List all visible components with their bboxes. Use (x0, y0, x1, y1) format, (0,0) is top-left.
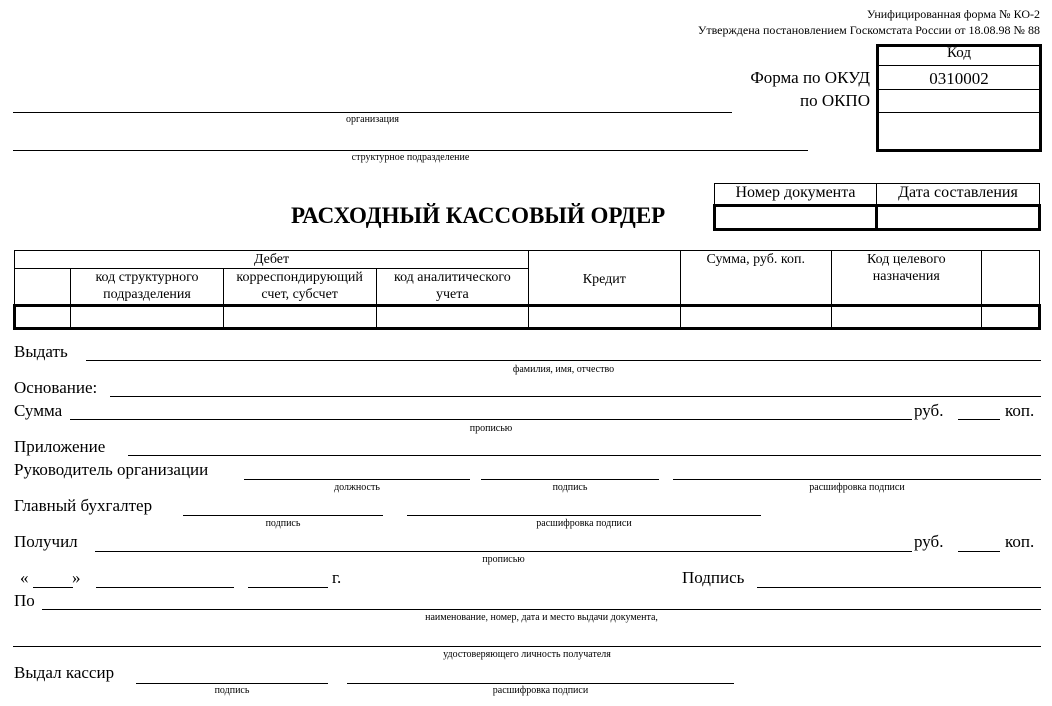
sum-line[interactable] (70, 419, 912, 420)
table-cell[interactable] (71, 306, 223, 329)
department-caption: структурное подразделение (351, 152, 470, 163)
organization-line[interactable] (13, 112, 732, 113)
table-cell[interactable] (529, 306, 680, 329)
okpo-label: по ОКПО (799, 91, 870, 110)
head-position-caption: должность (334, 482, 380, 493)
sum-header: Сумма, руб. коп. (680, 251, 831, 306)
head-decode-caption: расшифровка подписи (809, 482, 905, 493)
analytic-col-header: код аналитического учета (376, 269, 528, 306)
table-cell[interactable] (680, 306, 831, 329)
head-signature-line[interactable] (481, 479, 659, 480)
received-caption: прописью (482, 554, 525, 565)
organization-caption: организация (346, 114, 399, 125)
sum-kop-line[interactable] (958, 419, 1000, 420)
attachment-label: Приложение (14, 437, 106, 456)
cashier-decode-caption: расшифровка подписи (492, 685, 589, 696)
head-label: Руководитель организации (14, 460, 209, 479)
by-label: По (14, 591, 35, 610)
cashier-signature-line[interactable] (136, 683, 328, 684)
head-decode-line[interactable] (673, 479, 1041, 480)
issue-label: Выдать (14, 342, 68, 361)
cashier-decode-line[interactable] (347, 683, 734, 684)
year-suffix: г. (332, 568, 342, 587)
corr-col-header: корреспондирующий счет, субсчет (223, 269, 376, 306)
document-title: РАСХОДНЫЙ КАССОВЫЙ ОРДЕР (291, 203, 666, 228)
table-cell[interactable] (15, 306, 71, 329)
day-line[interactable] (33, 587, 73, 588)
accounts-table (13, 250, 1041, 330)
code-header: Код (947, 45, 971, 61)
document-caption: наименование, номер, дата и место выдачи документа, (425, 612, 658, 623)
attachment-line[interactable] (128, 455, 1041, 456)
sign-label: Подпись (682, 568, 745, 587)
chief-signature-line[interactable] (183, 515, 383, 516)
number-header: Номер документа (715, 184, 877, 206)
cashier-label: Выдал кассир (14, 663, 115, 682)
date-value[interactable] (877, 206, 1040, 230)
table-cell[interactable] (376, 306, 528, 329)
chief-decode-line[interactable] (407, 515, 761, 516)
sum-kop-label: коп. (1005, 401, 1035, 420)
head-signature-caption: подпись (552, 482, 588, 493)
month-line[interactable] (96, 587, 234, 588)
cashier-signature-caption: подпись (214, 685, 250, 696)
sum-rub-label: руб. (914, 401, 944, 420)
chief-signature-caption: подпись (265, 518, 301, 529)
form-name: Унифицированная форма № КО-2 (866, 7, 1040, 21)
credit-header: Кредит (529, 251, 680, 306)
approval-note: Утверждена постановлением Госкомстата России от 18.08.98 № 88 (697, 23, 1040, 37)
chief-decode-caption: расшифровка подписи (536, 518, 632, 529)
id-caption: удостоверяющего личность получателя (443, 649, 611, 660)
document-line[interactable] (42, 609, 1041, 610)
year-line[interactable] (248, 587, 328, 588)
extra-header (981, 251, 1039, 306)
department-line[interactable] (13, 150, 808, 151)
basis-label: Основание: (14, 378, 98, 397)
id-line[interactable] (13, 646, 1041, 647)
received-rub-label: руб. (914, 532, 944, 551)
quote-close: » (72, 568, 81, 587)
table-cell[interactable] (831, 306, 981, 329)
number-value[interactable] (715, 206, 877, 230)
table-cell[interactable] (981, 306, 1039, 329)
sum-caption: прописью (469, 423, 513, 434)
quote-open: « (20, 568, 29, 587)
sign-line[interactable] (757, 587, 1041, 588)
debit-header: Дебет (15, 251, 529, 269)
basis-line[interactable] (110, 396, 1041, 397)
head-position-line[interactable] (244, 479, 470, 480)
received-label: Получил (14, 532, 78, 551)
table-cell[interactable] (223, 306, 376, 329)
okud-value[interactable]: 0310002 (929, 69, 989, 88)
received-line[interactable] (95, 551, 912, 552)
received-kop-line[interactable] (958, 551, 1000, 552)
received-kop-label: коп. (1005, 532, 1035, 551)
debit-empty-col (15, 269, 71, 306)
purpose-header: Код целевого назначения (831, 251, 981, 306)
struct-col-header: код структурного подразделения (71, 269, 223, 306)
okud-label: Форма по ОКУД (750, 68, 870, 87)
doc-number-table (713, 183, 1041, 231)
chief-accountant-label: Главный бухгалтер (14, 496, 153, 515)
sum-label: Сумма (14, 401, 63, 420)
issue-line[interactable] (86, 360, 1041, 361)
date-header: Дата составления (877, 184, 1040, 206)
issue-caption: фамилия, имя, отчество (512, 364, 615, 375)
